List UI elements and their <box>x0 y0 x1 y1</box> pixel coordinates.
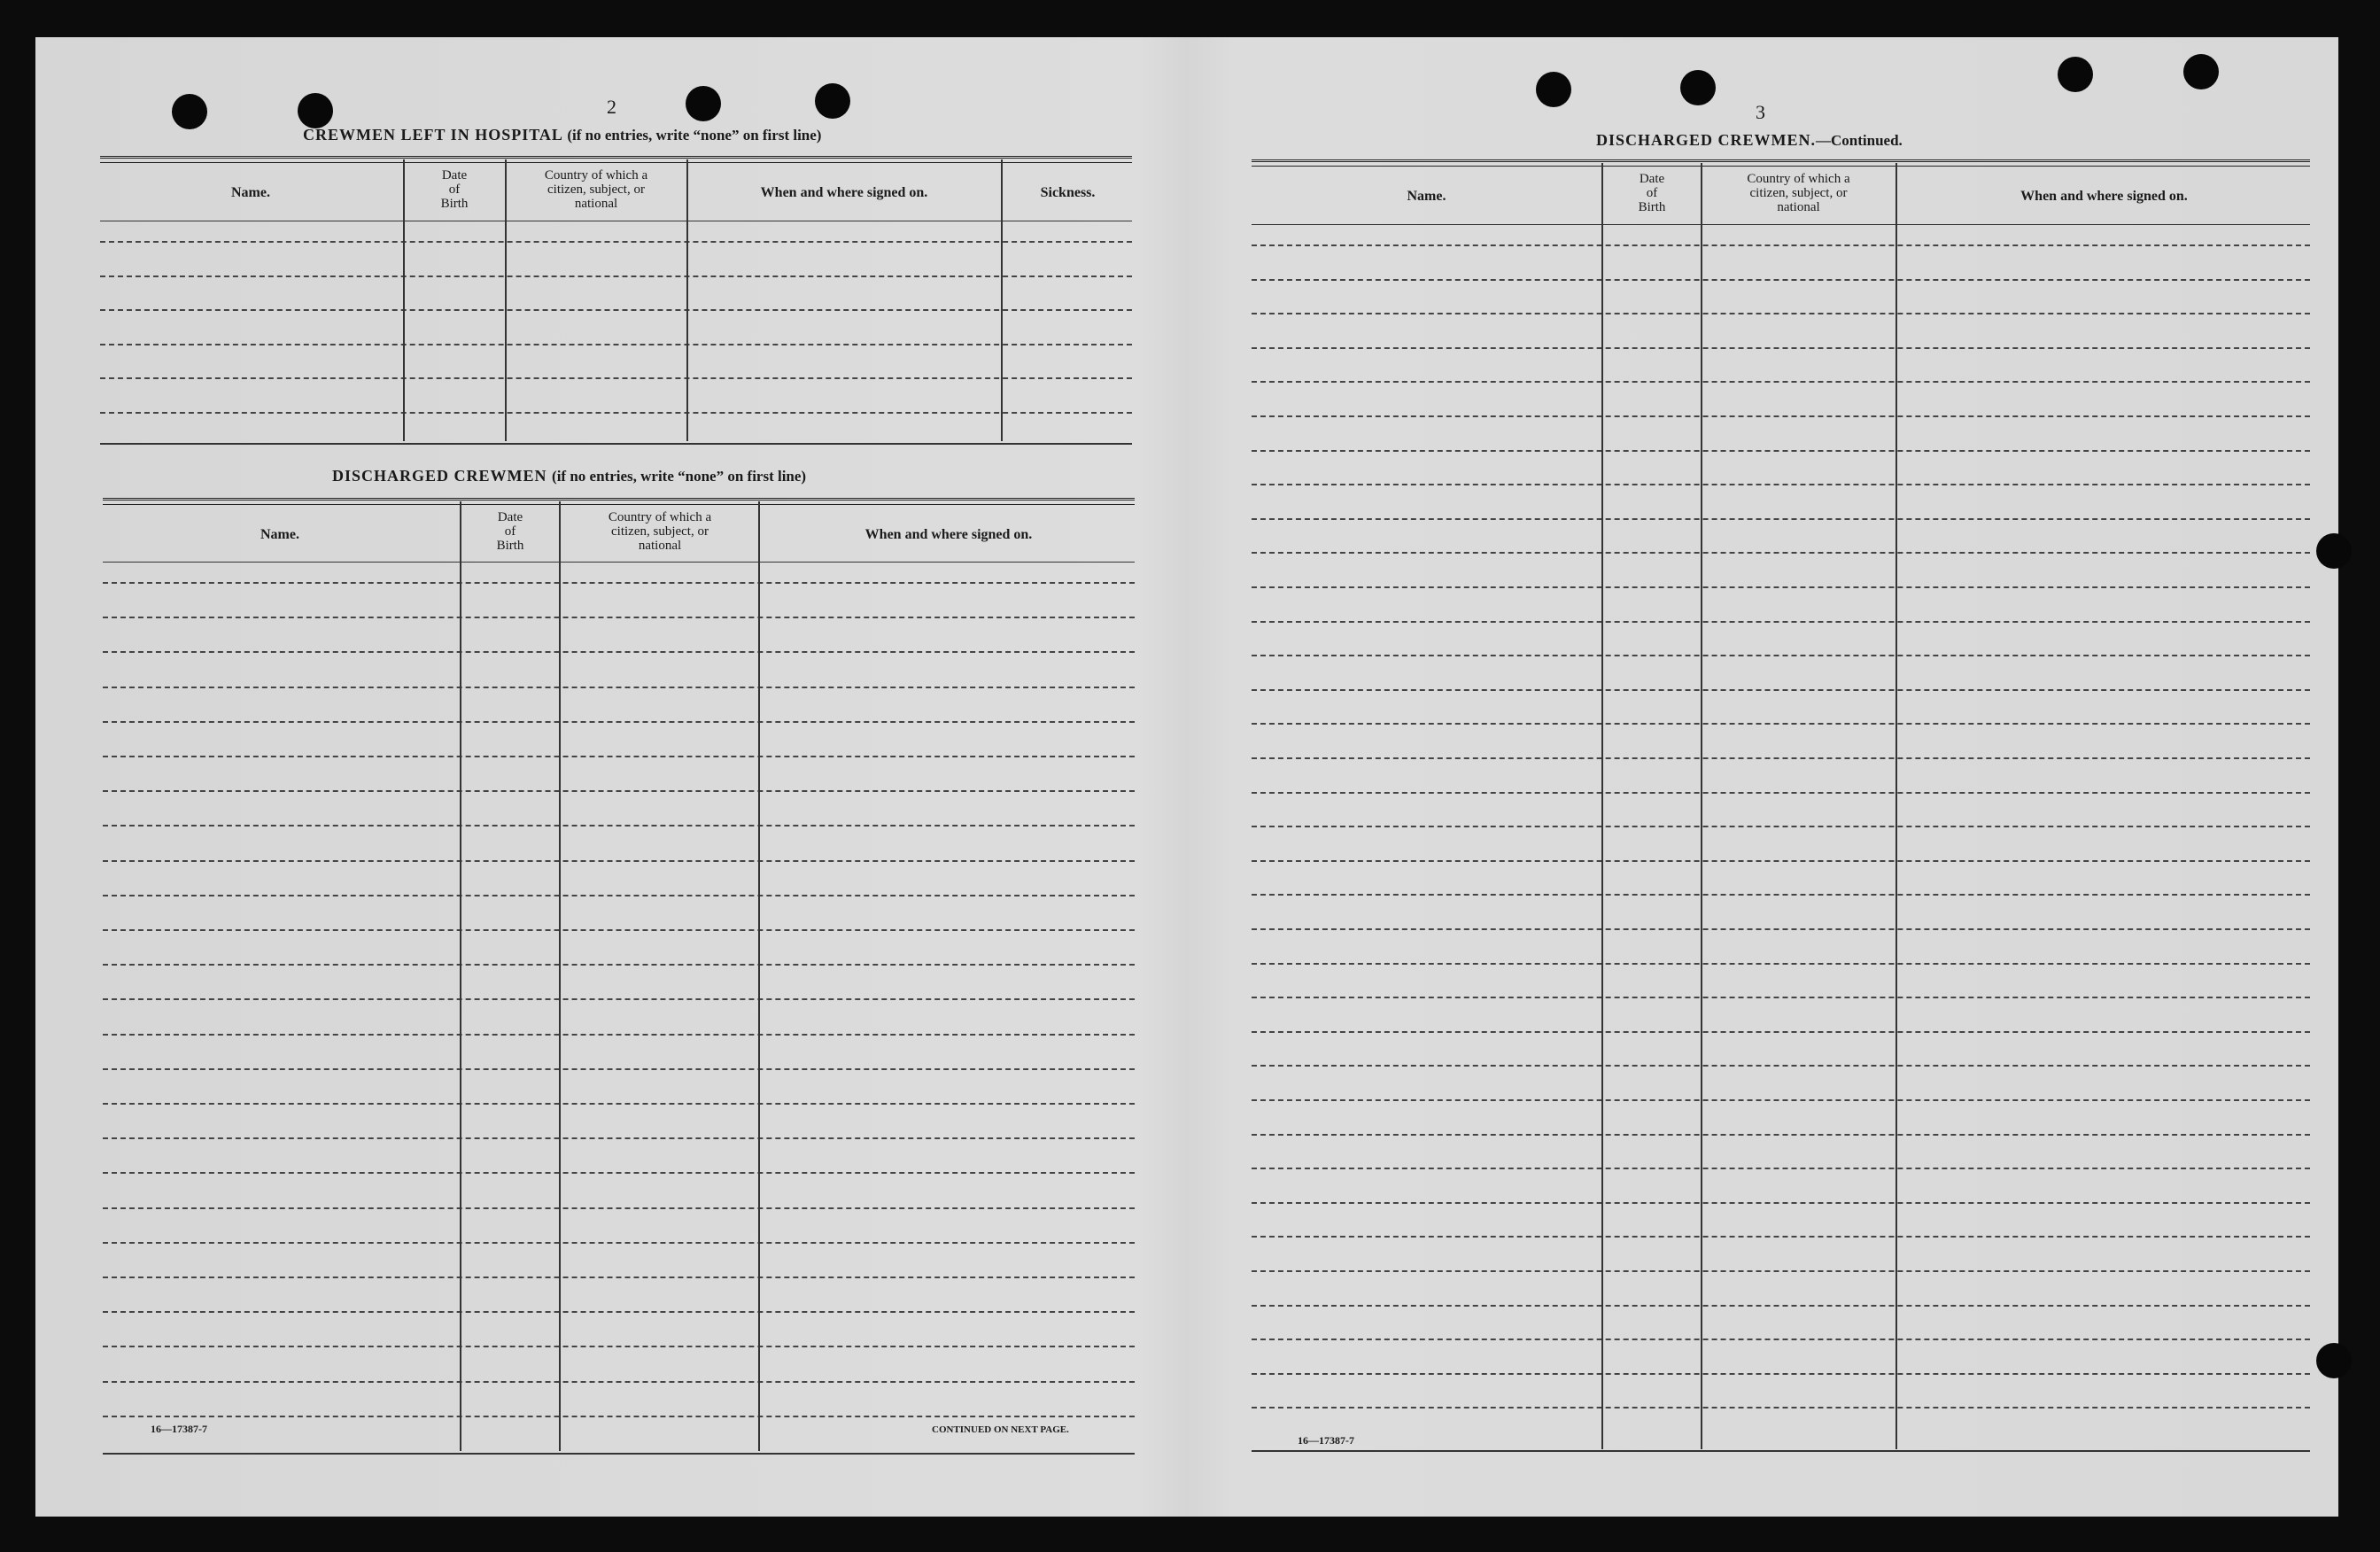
entry-line <box>100 241 1132 243</box>
discharged-table-right <box>1252 159 2310 1453</box>
entry-line <box>100 377 1132 379</box>
col-header-signed: When and where signed on. <box>864 527 1033 542</box>
entry-line <box>1252 655 2310 656</box>
entry-line <box>100 412 1132 414</box>
entry-line <box>1252 1099 2310 1101</box>
entry-line <box>1252 723 2310 725</box>
entry-line <box>1252 484 2310 485</box>
punch-hole-icon <box>2058 57 2093 92</box>
col-header-sickness: Sickness. <box>1040 185 1096 200</box>
col-header-dob: Date of Birth <box>496 510 524 553</box>
entry-line <box>1252 792 2310 794</box>
entry-line <box>103 1346 1135 1347</box>
entry-line <box>1252 415 2310 417</box>
page-number-left: 2 <box>607 96 616 118</box>
entry-line <box>103 929 1135 931</box>
entry-line <box>103 687 1135 688</box>
discharged-title-note: (if no entries, write “none” on first line) <box>552 468 807 485</box>
hospital-title-main: CREWMEN LEFT IN HOSPITAL <box>303 126 562 144</box>
entry-line <box>1252 621 2310 623</box>
punch-hole-icon <box>172 94 207 129</box>
entry-line <box>100 309 1132 311</box>
entry-line <box>103 756 1135 757</box>
entry-line <box>1252 928 2310 930</box>
discharged-continued-title <box>1596 131 1903 150</box>
entry-line <box>1252 826 2310 827</box>
entry-line <box>103 1103 1135 1105</box>
entry-line <box>1252 997 2310 998</box>
punch-hole-icon <box>2183 54 2219 89</box>
entry-line <box>1252 1339 2310 1340</box>
discharged-section-title <box>332 467 806 485</box>
entry-line <box>1252 689 2310 691</box>
punch-hole-icon <box>1680 70 1716 105</box>
punch-hole-icon <box>298 93 333 128</box>
col-header-dob: Date of Birth <box>440 168 469 211</box>
entry-line <box>103 651 1135 653</box>
col-header-signed: When and where signed on. <box>2020 189 2188 204</box>
entry-line <box>103 825 1135 826</box>
entry-line <box>1252 347 2310 349</box>
entry-line <box>103 1277 1135 1278</box>
continued-note: CONTINUED ON NEXT PAGE. <box>932 1424 1069 1435</box>
col-header-name: Name. <box>1407 189 1446 204</box>
entry-line <box>103 895 1135 896</box>
entry-line <box>1252 381 2310 383</box>
entry-line <box>1252 552 2310 554</box>
entry-line <box>103 1068 1135 1070</box>
entry-line <box>103 1137 1135 1139</box>
entry-line <box>103 617 1135 618</box>
form-number-right: 16—17387-7 <box>1298 1434 1354 1447</box>
discharged-table-left <box>103 498 1135 1456</box>
entry-line <box>1252 894 2310 896</box>
entry-line <box>1252 1236 2310 1238</box>
entry-line <box>103 1172 1135 1174</box>
col-header-name: Name. <box>231 185 270 200</box>
hospital-section-title <box>303 126 821 144</box>
scanned-form-sheet <box>35 37 2338 1517</box>
col-header-country: Country of which a citizen, subject, or national <box>1747 172 1850 214</box>
hospital-table <box>100 156 1132 446</box>
punch-hole-icon <box>2316 533 2352 569</box>
entry-line <box>103 1311 1135 1313</box>
col-header-name: Name. <box>260 527 299 542</box>
entry-line <box>1252 1065 2310 1067</box>
entry-line <box>1252 279 2310 281</box>
entry-line <box>103 790 1135 792</box>
entry-line <box>1252 1202 2310 1204</box>
col-header-country: Country of which a citizen, subject, or national <box>608 510 712 553</box>
entry-line <box>1252 586 2310 588</box>
entry-line <box>103 964 1135 966</box>
col-header-country: Country of which a citizen, subject, or national <box>544 168 648 211</box>
punch-hole-icon <box>686 86 721 121</box>
punch-hole-icon <box>2316 1343 2352 1378</box>
entry-line <box>1252 313 2310 314</box>
entry-line <box>1252 860 2310 862</box>
entry-line <box>103 721 1135 723</box>
entry-line <box>103 860 1135 862</box>
entry-line <box>1252 963 2310 965</box>
entry-line <box>1252 244 2310 246</box>
entry-line <box>1252 1031 2310 1033</box>
entry-line <box>1252 1305 2310 1307</box>
col-header-signed: When and where signed on. <box>760 185 928 200</box>
punch-hole-icon <box>815 83 850 119</box>
entry-line <box>1252 1134 2310 1136</box>
entry-line <box>1252 757 2310 759</box>
entry-line <box>103 1034 1135 1036</box>
entry-line <box>1252 1168 2310 1169</box>
entry-line <box>1252 518 2310 520</box>
entry-line <box>1252 1373 2310 1375</box>
entry-line <box>103 1207 1135 1209</box>
entry-line <box>100 275 1132 277</box>
page-number-right: 3 <box>1756 101 1765 123</box>
discharged-continued-main: DISCHARGED CREWMEN. <box>1596 131 1817 149</box>
entry-line <box>103 1416 1135 1417</box>
entry-line <box>103 582 1135 584</box>
entry-line <box>103 1242 1135 1244</box>
entry-line <box>1252 1407 2310 1408</box>
entry-line <box>100 344 1132 345</box>
discharged-title-main: DISCHARGED CREWMEN <box>332 467 547 485</box>
hospital-title-note: (if no entries, write “none” on first line) <box>567 127 822 144</box>
entry-line <box>1252 450 2310 452</box>
entry-line <box>1252 1270 2310 1272</box>
entry-line <box>103 998 1135 1000</box>
entry-line <box>103 1381 1135 1383</box>
discharged-continued-note: —Continued. <box>1816 132 1903 149</box>
form-number-left: 16—17387-7 <box>151 1423 207 1435</box>
col-header-dob: Date of Birth <box>1638 172 1666 214</box>
punch-hole-icon <box>1536 72 1571 107</box>
